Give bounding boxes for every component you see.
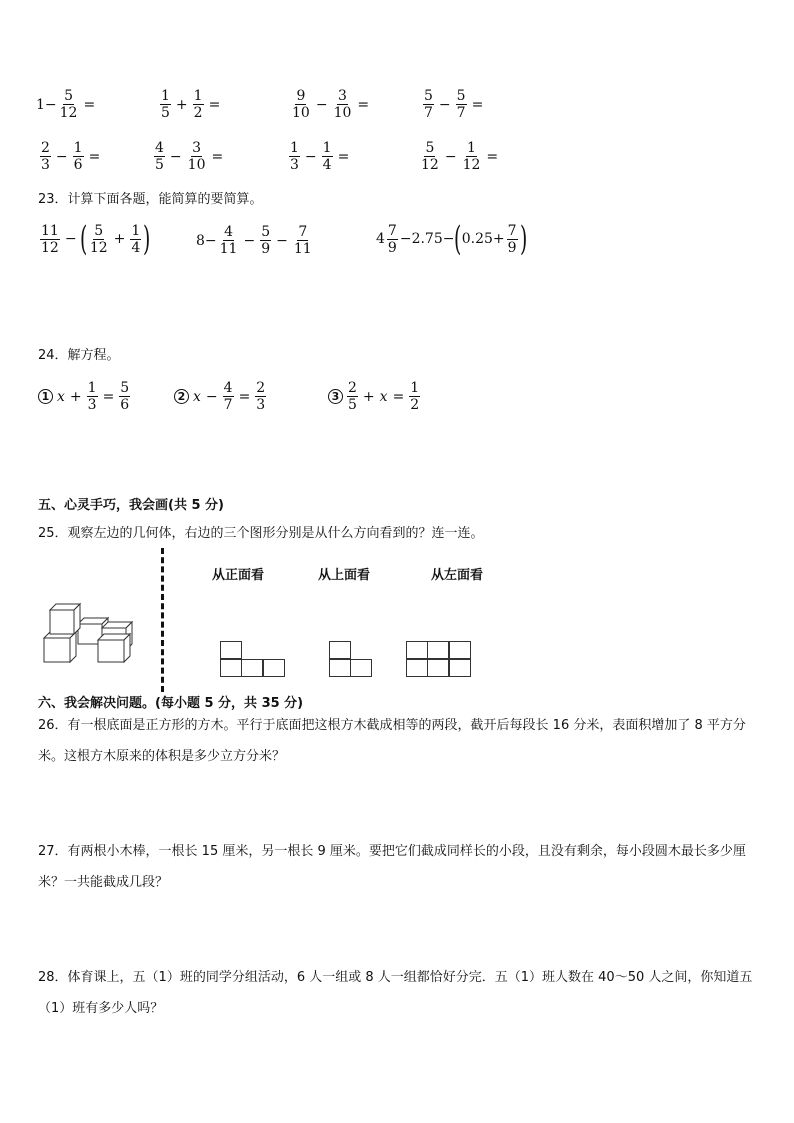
q24-equation-2 <box>174 380 268 413</box>
fraction: $\frac{3}{10}$ <box>187 140 206 173</box>
exercise-row2-2 <box>152 140 226 173</box>
operator: + <box>113 231 126 247</box>
dashed-divider <box>161 548 164 692</box>
equals-sign: = <box>83 96 96 113</box>
fraction: $\frac{7}{9}$ <box>507 222 517 256</box>
equals-sign: = <box>102 388 115 405</box>
operator: + <box>362 388 375 405</box>
cube-solid-figure <box>40 600 144 668</box>
exercise-row2-3 <box>287 140 352 173</box>
top-view-label: 从上面看 <box>318 568 371 583</box>
fraction: $\frac{1}{3}$ <box>290 140 299 173</box>
equals-sign: = <box>471 96 484 113</box>
fraction: $\frac{1}{3}$ <box>87 380 97 413</box>
operator: − <box>243 232 256 249</box>
q24-equation-3 <box>328 380 422 413</box>
variable: x <box>379 388 388 405</box>
operator: − <box>438 96 451 113</box>
exercise-row1-3 <box>289 88 372 121</box>
view-shape-1 <box>220 641 287 678</box>
equals-sign: = <box>486 148 499 165</box>
section-6-heading: 六、我会解决问题。(每小题 5 分，共 35 分) <box>38 696 304 711</box>
circled-number-marker: 3 <box>328 389 343 404</box>
operator: − <box>276 232 288 249</box>
question-28-text: 28．体育课上，五（1）班的同学分组活动，6 人一组或 8 人一组都恰好分完．五（1）班人数在 40～50 人之间，你知道五（1）班有多少人吗？ <box>38 970 753 1016</box>
exercise-row1-1 <box>36 88 98 121</box>
left-paren: ( <box>454 219 462 259</box>
fraction: $\frac{2}{3}$ <box>41 140 50 173</box>
equals-sign: = <box>208 96 221 113</box>
equals-sign: = <box>337 148 350 165</box>
lead-text: 1− <box>36 96 57 113</box>
fraction: $\frac{5}{7}$ <box>424 88 433 121</box>
fraction: $\frac{1}{4}$ <box>131 222 141 256</box>
operator: − <box>55 148 68 165</box>
variable: x <box>57 388 65 405</box>
fraction: $\frac{1}{4}$ <box>322 140 332 173</box>
fraction: $\frac{1}{2}$ <box>193 88 203 121</box>
operator: − <box>64 231 77 247</box>
fraction: $\frac{1}{5}$ <box>161 88 170 121</box>
view-shape-2 <box>329 641 375 678</box>
left-view-label: 从左面看 <box>431 568 484 583</box>
q23-expression-2 <box>196 224 315 257</box>
fraction: $\frac{1}{6}$ <box>73 140 83 173</box>
operator: − <box>315 96 328 113</box>
fraction: $\frac{9}{10}$ <box>292 88 310 121</box>
question-27-text: 27．有两根小木棒，一根长 15 厘米，另一根长 9 厘米。要把它们截成同样长的小段，且没有剩余，每小段圆木最长多少厘米？一共能截成几段？ <box>38 844 746 890</box>
q23-expression-1 <box>38 219 151 259</box>
fraction: $\frac{5}{12}$ <box>421 140 439 173</box>
q24-equation-1 <box>38 380 132 413</box>
question-26-text: 26．有一根底面是正方形的方木。平行于底面把这根方木截成相等的两段，截开后每段长 16 分米，表面积增加了 8 平方分米。这根方木原来的体积是多少立方分米？ <box>38 718 746 764</box>
grid-cell <box>449 641 471 659</box>
grid-cell <box>427 659 449 677</box>
fraction: $\frac{11}{12}$ <box>41 222 59 256</box>
circled-number-marker: 1 <box>38 389 53 404</box>
equals-sign: = <box>392 388 405 405</box>
fraction: $\frac{2}{3}$ <box>256 380 266 413</box>
grid-cell <box>263 659 285 677</box>
fraction: $\frac{5}{7}$ <box>456 88 466 121</box>
section-5-heading: 五、心灵手巧，我会画(共 5 分) <box>38 498 224 513</box>
fraction: $\frac{7}{11}$ <box>293 224 312 257</box>
equals-sign: = <box>357 96 370 113</box>
fraction: $\frac{5}{12}$ <box>89 222 108 256</box>
grid-cell <box>220 659 242 677</box>
fraction: $\frac{5}{6}$ <box>120 380 130 413</box>
question-25-title: 25．观察左边的几何体，右边的三个图形分别是从什么方向看到的？连一连。 <box>38 526 484 541</box>
grid-cell <box>350 659 372 677</box>
grid-cell <box>449 659 471 677</box>
lead-text: 8− <box>196 232 217 249</box>
fraction: $\frac{4}{7}$ <box>223 380 233 413</box>
operator: − <box>169 148 182 165</box>
inner-text: 0.25+ <box>461 231 505 247</box>
equals-sign: = <box>88 148 101 165</box>
fraction: $\frac{4}{11}$ <box>219 224 238 257</box>
grid-cell <box>329 641 351 659</box>
fraction: $\frac{5}{9}$ <box>261 224 271 257</box>
question-24-title: 24．解方程。 <box>38 348 120 363</box>
circled-number-marker: 2 <box>174 389 189 404</box>
right-paren: ) <box>519 219 527 259</box>
operator: − <box>304 148 317 165</box>
fraction: $\frac{2}{5}$ <box>348 380 357 413</box>
question-23-title: 23．计算下面各题，能简算的要简算。 <box>38 192 263 207</box>
exercise-row1-4 <box>421 88 486 121</box>
fraction: $\frac{1}{2}$ <box>410 380 420 413</box>
operator: + <box>175 96 188 113</box>
grid-cell <box>220 641 242 659</box>
grid-cell <box>329 659 351 677</box>
operator: − <box>444 148 457 165</box>
equals-sign: = <box>238 388 251 405</box>
variable: x <box>193 388 201 405</box>
grid-cell <box>406 641 428 659</box>
right-paren: ) <box>143 219 151 259</box>
fraction: $\frac{3}{10}$ <box>333 88 352 121</box>
fraction: $\frac{4}{5}$ <box>155 140 164 173</box>
exercise-row2-4 <box>418 140 501 173</box>
grid-cell <box>406 659 428 677</box>
grid-cell <box>427 641 449 659</box>
grid-cell <box>241 659 263 677</box>
operator: + <box>69 388 82 405</box>
exercise-row2-1 <box>38 140 103 173</box>
operator: − <box>205 388 218 405</box>
view-shape-3 <box>406 641 473 678</box>
whole-number: 4 <box>376 231 385 247</box>
equals-sign: = <box>211 148 224 165</box>
exercise-row1-2 <box>158 88 223 121</box>
front-view-label: 从正面看 <box>212 568 265 583</box>
q23-expression-3 <box>376 219 527 259</box>
fraction: $\frac{5}{12}$ <box>59 88 78 121</box>
middle-text: −2.75− <box>399 231 455 247</box>
fraction: $\frac{1}{12}$ <box>462 140 481 173</box>
fraction: $\frac{7}{9}$ <box>387 222 397 256</box>
left-paren: ( <box>79 219 87 259</box>
